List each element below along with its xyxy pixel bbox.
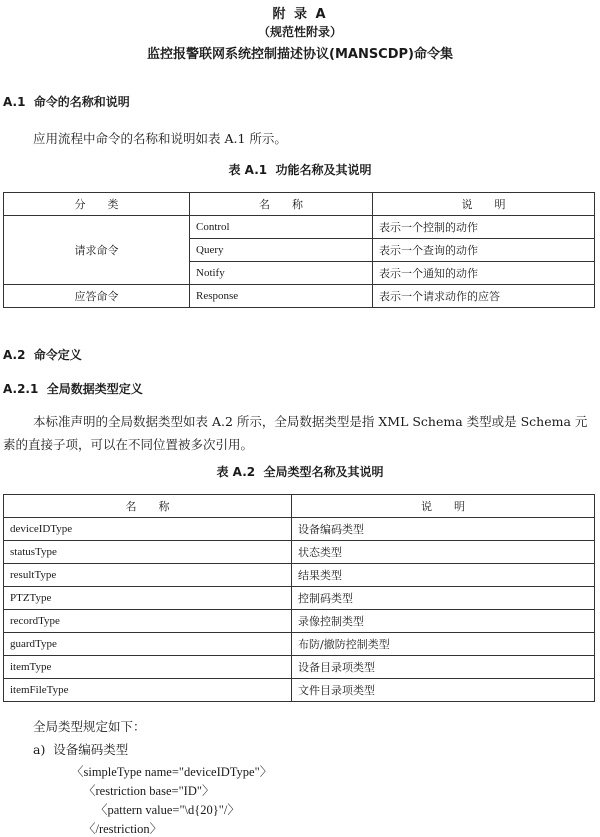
section-a2-heading <box>3 346 82 363</box>
section-number: A.1 <box>3 95 26 109</box>
name-cell: statusType <box>4 541 292 564</box>
desc-cell: 结果类型 <box>292 564 595 587</box>
name-cell: Notify <box>190 262 373 285</box>
section-title: 命令定义 <box>33 348 82 362</box>
desc-cell: 录像控制类型 <box>292 610 595 633</box>
table-row <box>4 587 595 610</box>
desc-cell: 设备目录项类型 <box>292 656 595 679</box>
table-number: 表 A.2 <box>216 465 256 479</box>
name-cell: Query <box>190 239 373 262</box>
name-cell: PTZType <box>4 587 292 610</box>
name-cell: Response <box>190 285 373 308</box>
section-title: 命令的名称和说明 <box>33 95 130 109</box>
section-title: 全局数据类型定义 <box>46 382 143 396</box>
table-number: 表 A.1 <box>228 163 268 177</box>
table-row <box>4 518 595 541</box>
desc-cell: 表示一个控制的动作 <box>373 216 595 239</box>
table-a1 <box>3 192 595 308</box>
table-row <box>4 541 595 564</box>
code-line: 〈/restriction〉 <box>83 822 163 836</box>
desc-cell: 表示一个通知的动作 <box>373 262 595 285</box>
list-label: a) <box>33 742 46 757</box>
desc-cell: 表示一个请求动作的应答 <box>373 285 595 308</box>
rules-intro: 全局类型规定如下： <box>33 719 146 734</box>
header-cell: 名 称 <box>190 193 373 216</box>
desc-cell: 控制码类型 <box>292 587 595 610</box>
desc-cell: 设备编码类型 <box>292 518 595 541</box>
name-cell: deviceIDType <box>4 518 292 541</box>
list-item-a <box>33 740 128 758</box>
desc-cell: 布防/撤防控制类型 <box>292 633 595 656</box>
table-row <box>4 610 595 633</box>
code-line: 〈pattern value="\d{20}"/〉 <box>95 803 240 817</box>
code-line: 〈simpleType name="deviceIDType"〉 <box>71 765 273 779</box>
header-cell: 分 类 <box>4 193 190 216</box>
appendix-title: 监控报警联网系统控制描述协议(MANSCDP)命令集 <box>147 47 453 62</box>
table-row <box>4 216 595 239</box>
desc-cell: 文件目录项类型 <box>292 679 595 702</box>
name-cell: guardType <box>4 633 292 656</box>
table-title: 全局类型名称及其说明 <box>263 465 384 479</box>
appendix-nature: （规范性附录） <box>257 25 342 39</box>
section-a1-intro: 应用流程中命令的名称和说明如表 A.1 所示。 <box>33 131 287 146</box>
table-row <box>4 679 595 702</box>
group-cell: 应答命令 <box>4 285 190 308</box>
table-row <box>4 564 595 587</box>
code-line: 〈restriction base="ID"〉 <box>83 784 215 798</box>
section-a21-heading <box>3 380 143 397</box>
table-a2 <box>3 494 595 702</box>
section-number: A.2 <box>3 348 26 362</box>
table-a1-caption <box>0 161 600 178</box>
header-cell: 说 明 <box>292 495 595 518</box>
name-cell: recordType <box>4 610 292 633</box>
header-cell: 说 明 <box>373 193 595 216</box>
section-a1-heading <box>3 93 130 110</box>
table-row <box>4 285 595 308</box>
table-row <box>4 633 595 656</box>
section-a21-para-line2: 素的直接子项，可以在不同位置被多次引用。 <box>3 437 254 452</box>
table-header-row <box>4 193 595 216</box>
name-cell: itemType <box>4 656 292 679</box>
name-cell: resultType <box>4 564 292 587</box>
list-text: 设备编码类型 <box>53 742 129 757</box>
section-number: A.2.1 <box>3 382 39 396</box>
table-title: 功能名称及其说明 <box>275 163 372 177</box>
table-row <box>4 656 595 679</box>
desc-cell: 表示一个查询的动作 <box>373 239 595 262</box>
header-cell: 名 称 <box>4 495 292 518</box>
section-a21-para-line1: 本标准声明的全局数据类型如表 A.2 所示，全局数据类型是指 XML Schema 类型或是 Schema 元 <box>33 414 588 429</box>
group-cell: 请求命令 <box>4 216 190 285</box>
appendix-label: 附 录 A <box>272 7 328 22</box>
table-header-row <box>4 495 595 518</box>
name-cell: itemFileType <box>4 679 292 702</box>
table-a2-caption <box>0 463 600 480</box>
desc-cell: 状态类型 <box>292 541 595 564</box>
name-cell: Control <box>190 216 373 239</box>
